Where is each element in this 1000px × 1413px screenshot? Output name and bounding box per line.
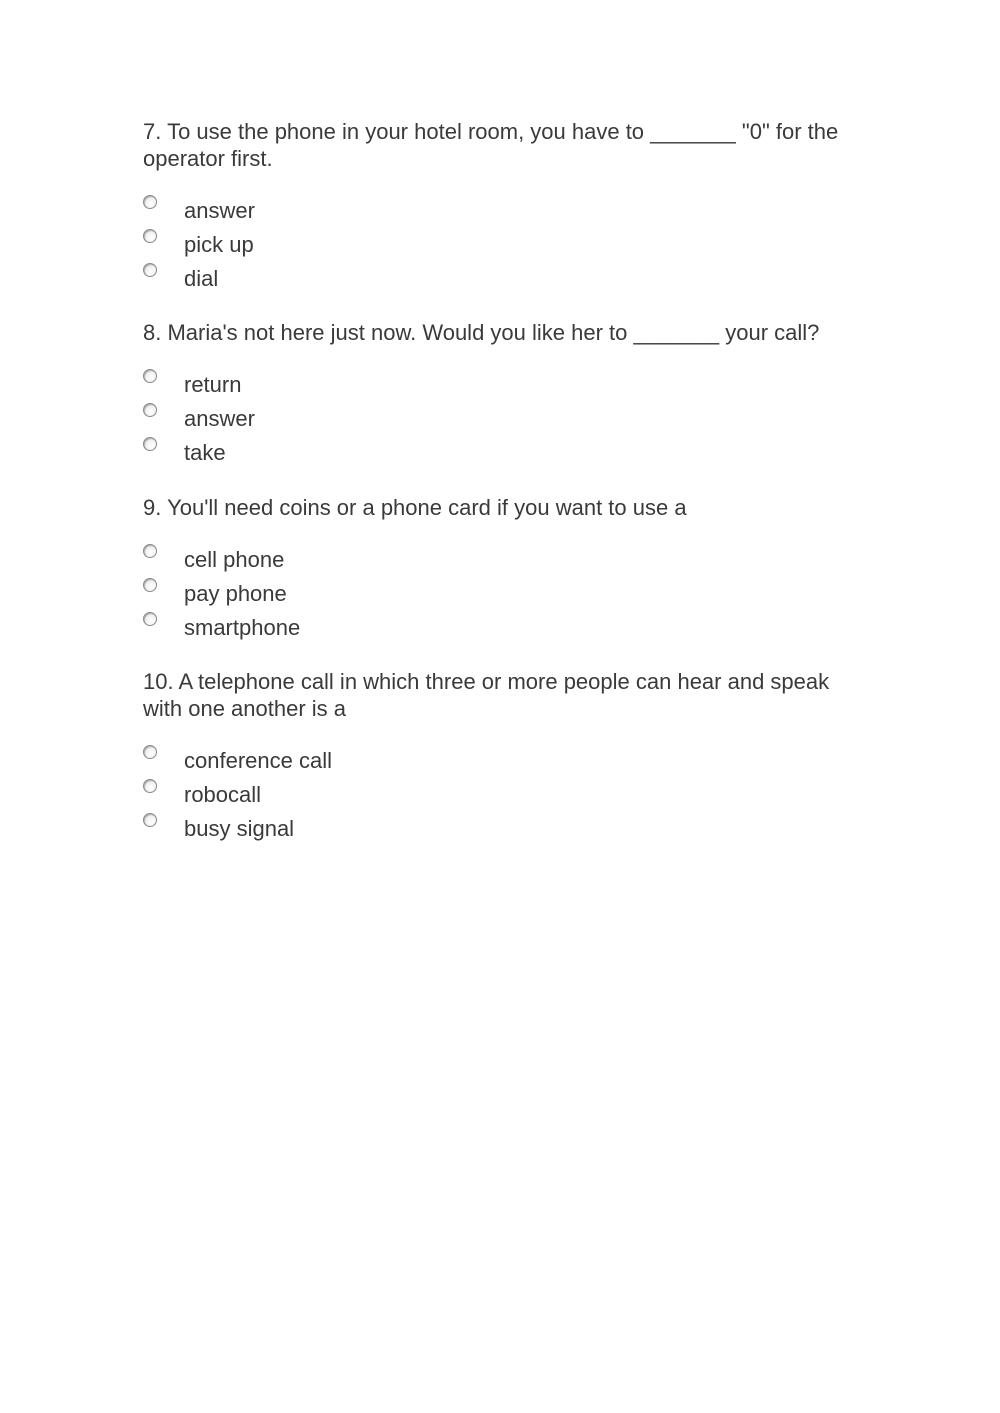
options-list [143, 543, 863, 645]
radio-button[interactable] [143, 544, 157, 558]
option-label[interactable]: pay phone [184, 581, 287, 606]
option-label[interactable]: return [184, 372, 242, 397]
question-10 [143, 668, 863, 846]
option-item[interactable] [143, 368, 863, 402]
option-label[interactable]: dial [184, 266, 219, 291]
question-8 [143, 319, 863, 470]
radio-button[interactable] [143, 578, 157, 592]
radio-button[interactable] [143, 229, 157, 243]
radio-button[interactable] [143, 745, 157, 759]
option-item[interactable] [143, 194, 863, 228]
question-text: 9. You'll need coins or a phone card if you want to use a [143, 495, 687, 520]
option-item[interactable] [143, 262, 863, 296]
question-7 [143, 118, 863, 296]
option-item[interactable] [143, 744, 863, 778]
option-item[interactable] [143, 577, 863, 611]
option-label[interactable]: answer [184, 198, 255, 223]
option-label[interactable]: smartphone [184, 615, 301, 640]
question-text: 8. Maria's not here just now. Would you like her to _______ your call? [143, 320, 820, 345]
option-label[interactable]: answer [184, 406, 255, 431]
option-label[interactable]: cell phone [184, 547, 285, 572]
question-text: 7. To use the phone in your hotel room, you have to _______ "0" for the operator first. [143, 119, 839, 171]
radio-button[interactable] [143, 403, 157, 417]
option-label[interactable]: busy signal [184, 816, 295, 841]
radio-button[interactable] [143, 779, 157, 793]
question-9 [143, 494, 863, 645]
options-list [143, 194, 863, 296]
options-list [143, 368, 863, 470]
option-label[interactable]: pick up [184, 232, 254, 257]
option-item[interactable] [143, 611, 863, 645]
radio-button[interactable] [143, 195, 157, 209]
option-label[interactable]: robocall [184, 782, 262, 807]
question-text: 10. A telephone call in which three or more people can hear and speak with one another is a [143, 669, 830, 721]
option-item[interactable] [143, 436, 863, 470]
radio-button[interactable] [143, 263, 157, 277]
radio-button[interactable] [143, 369, 157, 383]
radio-button[interactable] [143, 813, 157, 827]
options-list [143, 744, 863, 846]
option-item[interactable] [143, 402, 863, 436]
option-item[interactable] [143, 812, 863, 846]
option-item[interactable] [143, 778, 863, 812]
option-item[interactable] [143, 543, 863, 577]
radio-button[interactable] [143, 612, 157, 626]
option-label[interactable]: take [184, 440, 226, 465]
option-label[interactable]: conference call [184, 748, 332, 773]
option-item[interactable] [143, 228, 863, 262]
radio-button[interactable] [143, 437, 157, 451]
